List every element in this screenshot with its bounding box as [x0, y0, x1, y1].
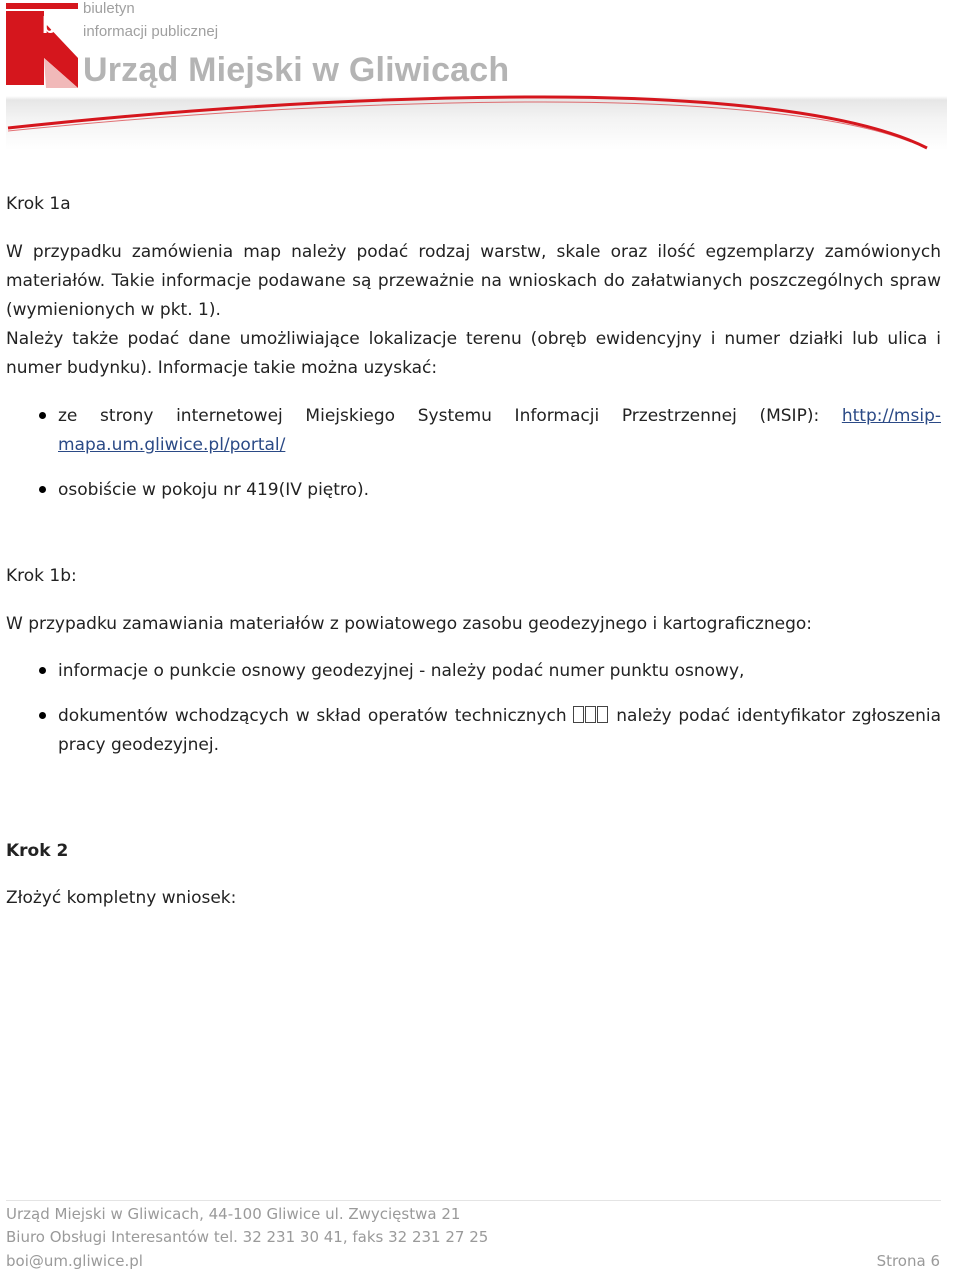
msip-portal-link[interactable]: http://msip-mapa.um.gliwice.pl/portal/ [58, 406, 941, 455]
header-title: Urząd Miejski w Gliwicach [83, 51, 510, 89]
step2-heading: Krok 2 [6, 841, 69, 861]
step1a-paragraph-1: W przypadku zamówienia map należy podać rodzaj warstw, skale oraz ilość egzemplarzy zamówionych materiałów. Takie informacje podawane są przeważnie na wnioskach do załatwianych poszczególnych spraw (wymienionych w pkt. 1). [6, 242, 941, 320]
footer-divider [6, 1200, 941, 1201]
main-content [6, 190, 941, 913]
step1a-bullet-list [6, 402, 941, 505]
bullet-icon [39, 486, 46, 493]
list-item [6, 657, 941, 686]
list-item [6, 702, 941, 760]
list-item-text: dokumentów wchodzących w skład operatów technicznych [58, 706, 574, 726]
step2-paragraph: Złożyć kompletny wniosek: [6, 888, 237, 908]
step1a-paragraph-2: Należy także podać dane umożliwiające lokalizacje terenu (obręb ewidencyjny i numer działki lub ulica i numer budynku). Informacje takie można uzyskać: [6, 329, 941, 378]
header-subtitle-line2: informacji publicznej [83, 23, 219, 40]
bip-logo [6, 0, 80, 90]
page-header [6, 0, 947, 150]
bullet-icon [39, 412, 46, 419]
bullet-icon [39, 667, 46, 674]
page-number: Strona 6 [876, 1252, 940, 1270]
footer-phone: Biuro Obsługi Interesantów tel. 32 231 30 41, faks 32 231 27 25 [6, 1228, 489, 1246]
missing-glyph-icon [597, 706, 608, 723]
step1b-paragraph: W przypadku zamawiania materiałów z powiatowego zasobu geodezyjnego i kartograficznego: [6, 614, 812, 634]
list-item [6, 402, 941, 460]
list-item-text-continued: należy podać identyfikator zgłoszenia pracy geodezyjnej. [58, 706, 941, 755]
header-subtitle-line1: biuletyn [83, 0, 135, 17]
bip-logo-text: bip [42, 12, 77, 38]
footer-address: Urząd Miejski w Gliwicach, 44-100 Gliwice ul. Zwycięstwa 21 [6, 1205, 461, 1223]
step1b-heading: Krok 1b: [6, 566, 77, 586]
missing-glyph-icon [585, 706, 596, 723]
list-item-text: osobiście w pokoju nr 419(IV piętro). [58, 480, 369, 500]
footer-email: boi@um.gliwice.pl [6, 1252, 143, 1270]
list-item-text: informacje o punkcie osnowy geodezyjnej - należy podać numer punktu osnowy, [58, 661, 745, 681]
list-item-text: ze strony internetowej Miejskiego Systemu Informacji Przestrzennej (MSIP): [58, 406, 842, 426]
bullet-icon [39, 712, 46, 719]
step1a-heading: Krok 1a [6, 194, 71, 214]
step1b-bullet-list [6, 657, 941, 760]
missing-glyph-icon [573, 706, 584, 723]
list-item [6, 476, 941, 505]
